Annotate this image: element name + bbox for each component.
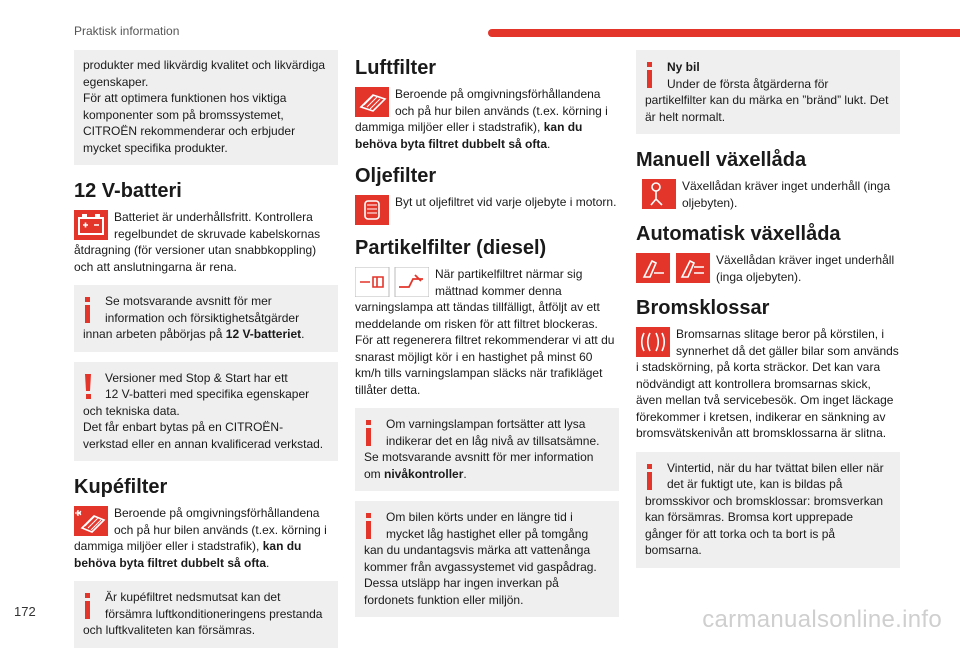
text-line: mycket specifika produkter. (83, 140, 228, 155)
text-line: bromsskivor och bromsklossar: bromsverkan (645, 493, 884, 508)
text-line: Beroende på omgivningsförhållandena (114, 506, 320, 520)
text-line: bomsarna. (645, 543, 702, 557)
info-note-box (636, 50, 900, 134)
text-line: bromsklossarna är slitna. (752, 426, 887, 440)
info-icon (82, 593, 96, 619)
heading-oil-filter: Oljefilter (355, 165, 437, 187)
text-line (74, 556, 269, 570)
text-line: egenskaper. (83, 74, 149, 89)
air-filter-icon (355, 87, 389, 117)
text-run: . (266, 555, 270, 570)
text-line: synnerhet då det gäller bilar som används (676, 343, 899, 358)
info-icon (363, 513, 377, 539)
bold-text: behöva byta filtret dubbelt så ofta (74, 555, 267, 570)
info-note-box (74, 581, 338, 648)
info-icon (82, 297, 96, 323)
text-line: och på hur bilen används (t.ex. körning i (395, 103, 608, 118)
text-line: information och försiktighetsåtgärder (105, 310, 300, 325)
text-line: i stadskörning, på korta sträckor. Det kan vara (636, 360, 881, 374)
text-line: Under de första åtgärderna för (667, 76, 829, 91)
text-line: även mellan två servicebesök. (636, 393, 797, 407)
brake-pads-paragraph (636, 326, 900, 442)
particle-filter-warning-icons (355, 267, 429, 297)
text-line (355, 137, 550, 151)
header-accent-bar (488, 29, 960, 37)
oil-filter-icon (355, 195, 389, 225)
text-line: nödvändigt att kontrollera bromsarnas skick, (636, 376, 871, 391)
text-line: Om inget läckage förekommer i kretsen, (636, 393, 894, 424)
text-line: Versioner med Stop & Start har ett (105, 370, 288, 385)
info-icon (363, 420, 377, 446)
text-line: varningslampa att tändas tillfälligt, åtföljt av ett (355, 300, 600, 314)
text-run: . (547, 136, 551, 151)
warning-note-box (74, 362, 338, 462)
heading-automatic-gearbox: Automatisk växellåda (636, 223, 841, 245)
text-line: Se motsvarande avsnitt för mer (105, 294, 272, 308)
text-line (83, 326, 329, 343)
text-run: dammiga miljöer eller i stadstrafik), (355, 120, 544, 134)
text-line: Byt ut oljefiltret vid varje oljebyte i motorn. (395, 195, 617, 209)
bold-link-text: 12 V-batteriet (225, 327, 302, 341)
info-note-box (355, 408, 619, 491)
text-line: Vintertid, när du har tvättat bilen eller när (667, 460, 884, 475)
text-line: kan du undantagsvis märka att vattenånga (364, 543, 591, 557)
text-line: komponenter som på bromssystemet, (83, 107, 284, 122)
text-line: Är kupéfiltret nedsmutsat kan det (105, 590, 281, 604)
watermark: carmanualsonline.info (702, 606, 942, 633)
heading-cabin-filter: Kupéfilter (74, 476, 168, 498)
text-line: (inga oljebyten). (716, 269, 802, 284)
text-line: Kontrollera regelbundet de skruvade (114, 210, 313, 241)
text-run: innan arbeten påbörjas på (83, 327, 226, 341)
text-line: CITROËN rekommenderar och erbjuder (83, 124, 296, 138)
text-line: Batteriet är underhållsfritt. (114, 210, 252, 224)
bold-text: behöva byta filtret dubbelt så ofta (355, 136, 548, 151)
text-line: kabelskornas åtdragning (för versioner utan (74, 226, 321, 257)
heading-air-filter: Luftfilter (355, 57, 437, 79)
text-line: snabbkoppling) och att anslutningarna är rena. (74, 243, 317, 274)
heading-particle-filter: Partikelfilter (diesel) (355, 237, 547, 259)
text-line: det är fuktigt ute, kan is bildas på (667, 477, 843, 491)
text-line: meddelande om risken för att filtret blockeras. (355, 316, 598, 331)
info-icon (644, 62, 658, 88)
text-line: du snarast möjligt kör i en hastighet på minst 60 (355, 333, 615, 364)
column-1 (74, 50, 338, 662)
continued-note-box (74, 50, 338, 165)
heading-manual-gearbox: Manuell växellåda (636, 149, 807, 171)
text-line: Bromsarnas slitage beror på körstilen, i (676, 327, 885, 341)
text-line: Växellådan kräver inget underhåll (inga (682, 179, 891, 193)
text-run: om (364, 466, 385, 481)
info-note-box (636, 452, 900, 568)
brake-pads-icon (636, 327, 670, 357)
info-icon (644, 464, 658, 490)
text-line: Dessa utsläpp har ingen inverkan på (364, 576, 559, 590)
bold-text: kan du (543, 120, 583, 134)
note-title: Ny bil (667, 60, 700, 74)
text-line (74, 539, 301, 553)
manual-gearbox-paragraph (636, 178, 900, 212)
automatic-gearbox-icons (636, 253, 710, 283)
text-line: För att optimera funktionen hos viktiga (83, 91, 287, 105)
text-line: Om bilen körts under en längre tid i (386, 510, 573, 524)
text-line: försämra luftkonditioneringens prestanda (105, 606, 323, 621)
bold-link-text: nivåkontroller (384, 466, 464, 481)
text-line (364, 466, 610, 483)
column-3 (636, 50, 900, 582)
text-line: Se motsvarande avsnitt för mer information (364, 450, 594, 464)
text-line: tillåter detta. (355, 382, 421, 397)
text-line: När partikelfiltret närmar sig (435, 267, 583, 281)
text-line: mättnad kommer denna (435, 283, 562, 298)
cabin-filter-paragraph (74, 505, 338, 571)
page-number: 172 (14, 604, 36, 619)
text-line: Det får enbart bytas på en CITROËN- (83, 420, 284, 434)
text-line: kan försämras. Bromsa kort upprepade (645, 510, 854, 524)
text-line: Växellådan kräver inget underhåll (716, 253, 895, 267)
text-line: indikerar det en låg nivå av tillsatsämne. (386, 433, 600, 448)
text-run: dammiga miljöer eller i stadstrafik), (74, 539, 263, 553)
text-line: och tekniska data. (83, 403, 180, 418)
text-line: indikerar en sänkning av bromsvätskenivån att (636, 409, 886, 440)
text-line: 12 V-batteri med specifika egenskaper (105, 387, 310, 401)
text-line: kommer från avgassystemet vid gaspådrag. (364, 559, 597, 574)
oil-filter-paragraph (355, 194, 619, 224)
text-line: gånger för att torka och ta bort is på (645, 526, 836, 541)
text-run: . (463, 466, 467, 481)
text-line (355, 120, 582, 134)
text-line: Beroende på omgivningsförhållandena (395, 87, 601, 101)
manual-gearbox-icon (642, 179, 676, 209)
text-line: km/h tills varningslampan släcks när trafikläget (355, 366, 603, 380)
text-line: och luftkvaliteten kan försämras. (83, 623, 256, 637)
text-line: oljebyten). (682, 195, 738, 210)
warning-icon (82, 374, 96, 400)
heading-brake-pads: Bromsklossar (636, 297, 770, 319)
text-line: verkstad eller en annan kvalificerad verkstad. (83, 436, 324, 451)
text-line: Om varningslampan fortsätter att lysa (386, 417, 586, 431)
page-section-title: Praktisk information (74, 24, 180, 38)
bold-text: kan du (262, 539, 302, 553)
text-line: mycket låg hastighet eller på tomgång (386, 526, 589, 541)
automatic-gearbox-paragraph (636, 252, 900, 286)
text-line: och på hur bilen används (t.ex. körning i (114, 522, 327, 537)
text-line: fordonets funktion eller miljön. (364, 592, 524, 607)
info-note-box (355, 501, 619, 617)
battery-paragraph (74, 209, 338, 275)
cabin-filter-icon (74, 506, 108, 536)
column-2 (355, 50, 619, 631)
text-line: För att regenerera filtret rekommenderar vi att (355, 333, 598, 347)
text-line: partikelfilter kan du märka en ”bränd” lukt. Det (645, 93, 889, 107)
heading-12v-battery: 12 V-batteri (74, 180, 182, 202)
text-line: är helt normalt. (645, 109, 726, 124)
battery-icon (74, 210, 108, 240)
air-filter-paragraph (355, 86, 619, 152)
particle-filter-paragraph (355, 266, 619, 398)
info-note-box (74, 285, 338, 352)
text-run: . (301, 327, 305, 341)
text-line: produkter med likvärdig kvalitet och likvärdiga (83, 58, 326, 72)
